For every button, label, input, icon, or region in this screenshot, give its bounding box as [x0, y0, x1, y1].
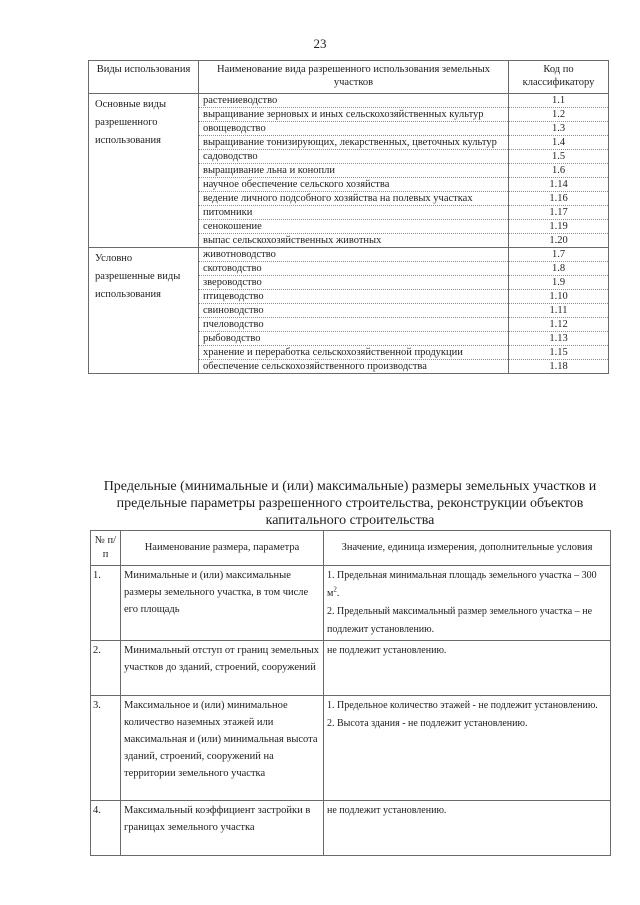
header-use-types: Виды использования	[89, 61, 199, 94]
use-name: растениеводство	[199, 94, 509, 108]
row-number: 2.	[91, 641, 121, 696]
use-name: выращивание тонизирующих, лекарственных, цветочных культур	[199, 136, 509, 150]
value-line: 1. Предельная минимальная площадь земельного участка – 300 $м^2$.	[327, 570, 597, 599]
use-name: скотоводство	[199, 262, 509, 276]
value-line: 2. Высота здания - не подлежит установлению.	[327, 718, 528, 729]
classifier-code: 1.7	[509, 248, 609, 262]
parameters-table	[90, 530, 611, 856]
section-title: Предельные (минимальные и (или) максимальные) размеры земельных участков и предельные параметры разрешенного строительства, реконструкции объектов капитального строительства	[103, 479, 597, 528]
use-name: выпас сельскохозяйственных животных	[199, 234, 509, 248]
use-name: птицеводство	[199, 290, 509, 304]
classifier-code: 1.19	[509, 220, 609, 234]
row-value	[324, 566, 611, 641]
classifier-code: 1.20	[509, 234, 609, 248]
header-value: Значение, единица измерения, дополнительные условия	[324, 531, 611, 566]
classifier-code: 1.9	[509, 276, 609, 290]
table-row	[89, 94, 609, 108]
row-number: 4.	[91, 801, 121, 856]
row-value: не подлежит установлению.	[324, 801, 611, 856]
row-parameter: Максимальное и (или) минимальное количество наземных этажей или максимальная и (или) минимальная высота зданий, строений, сооружений на территории земельного участка	[121, 696, 324, 801]
table-row	[89, 248, 609, 262]
classifier-code: 1.5	[509, 150, 609, 164]
header-use-name: Наименование вида разрешенного использования земельных участков	[199, 61, 509, 94]
header-classifier-code: Код по классификатору	[509, 61, 609, 94]
use-group-label: Условно разрешенные виды использования	[89, 248, 199, 374]
row-parameter: Максимальный коэффициент застройки в границах земельного участка	[121, 801, 324, 856]
use-name: садоводство	[199, 150, 509, 164]
use-name: обеспечение сельскохозяйственного производства	[199, 360, 509, 374]
use-name: овощеводство	[199, 122, 509, 136]
row-parameter: Минимальные и (или) максимальные размеры земельного участка, в том числе его площадь	[121, 566, 324, 641]
use-name: свиноводство	[199, 304, 509, 318]
classifier-code: 1.1	[509, 94, 609, 108]
row-value: не подлежит установлению.	[324, 641, 611, 696]
use-name: научное обеспечение сельского хозяйства	[199, 178, 509, 192]
table-row	[91, 801, 611, 856]
classifier-code: 1.4	[509, 136, 609, 150]
header-number: № п/п	[91, 531, 121, 566]
use-name: выращивание льна и конопли	[199, 164, 509, 178]
classifier-code: 1.16	[509, 192, 609, 206]
classifier-code: 1.2	[509, 108, 609, 122]
row-number: 3.	[91, 696, 121, 801]
classifier-code: 1.3	[509, 122, 609, 136]
page-number: 23	[313, 36, 327, 51]
use-name: пчеловодство	[199, 318, 509, 332]
classifier-code: 1.14	[509, 178, 609, 192]
classifier-code: 1.11	[509, 304, 609, 318]
table-row	[91, 696, 611, 801]
use-name: рыбоводство	[199, 332, 509, 346]
row-parameter: Минимальный отступ от границ земельных участков до зданий, строений, сооружений	[121, 641, 324, 696]
table-row	[91, 566, 611, 641]
classifier-code: 1.10	[509, 290, 609, 304]
use-name: выращивание зерновых и иных сельскохозяйственных культур	[199, 108, 509, 122]
row-number: 1.	[91, 566, 121, 641]
classifier-code: 1.13	[509, 332, 609, 346]
table2-header-row	[91, 531, 611, 566]
use-name: питомники	[199, 206, 509, 220]
classifier-code: 1.6	[509, 164, 609, 178]
table1-header-row	[89, 61, 609, 94]
row-value	[324, 696, 611, 801]
table1-body	[89, 94, 609, 374]
classifier-code: 1.8	[509, 262, 609, 276]
header-parameter: Наименование размера, параметра	[121, 531, 324, 566]
classifier-code: 1.15	[509, 346, 609, 360]
value-line: 1. Предельное количество этажей - не подлежит установлению.	[327, 700, 598, 711]
use-name: звероводство	[199, 276, 509, 290]
use-name: хранение и переработка сельскохозяйственной продукции	[199, 346, 509, 360]
use-group-label: Основные виды разрешенного использования	[89, 94, 199, 248]
classifier-code: 1.18	[509, 360, 609, 374]
use-name: сенокошение	[199, 220, 509, 234]
classifier-code: 1.12	[509, 318, 609, 332]
table-row	[91, 641, 611, 696]
land-use-types-table	[88, 60, 609, 374]
value-line: 2. Предельный максимальный размер земельного участка – не подлежит установлению.	[327, 606, 593, 635]
use-name: ведение личного подсобного хозяйства на полевых участках	[199, 192, 509, 206]
classifier-code: 1.17	[509, 206, 609, 220]
use-name: животноводство	[199, 248, 509, 262]
